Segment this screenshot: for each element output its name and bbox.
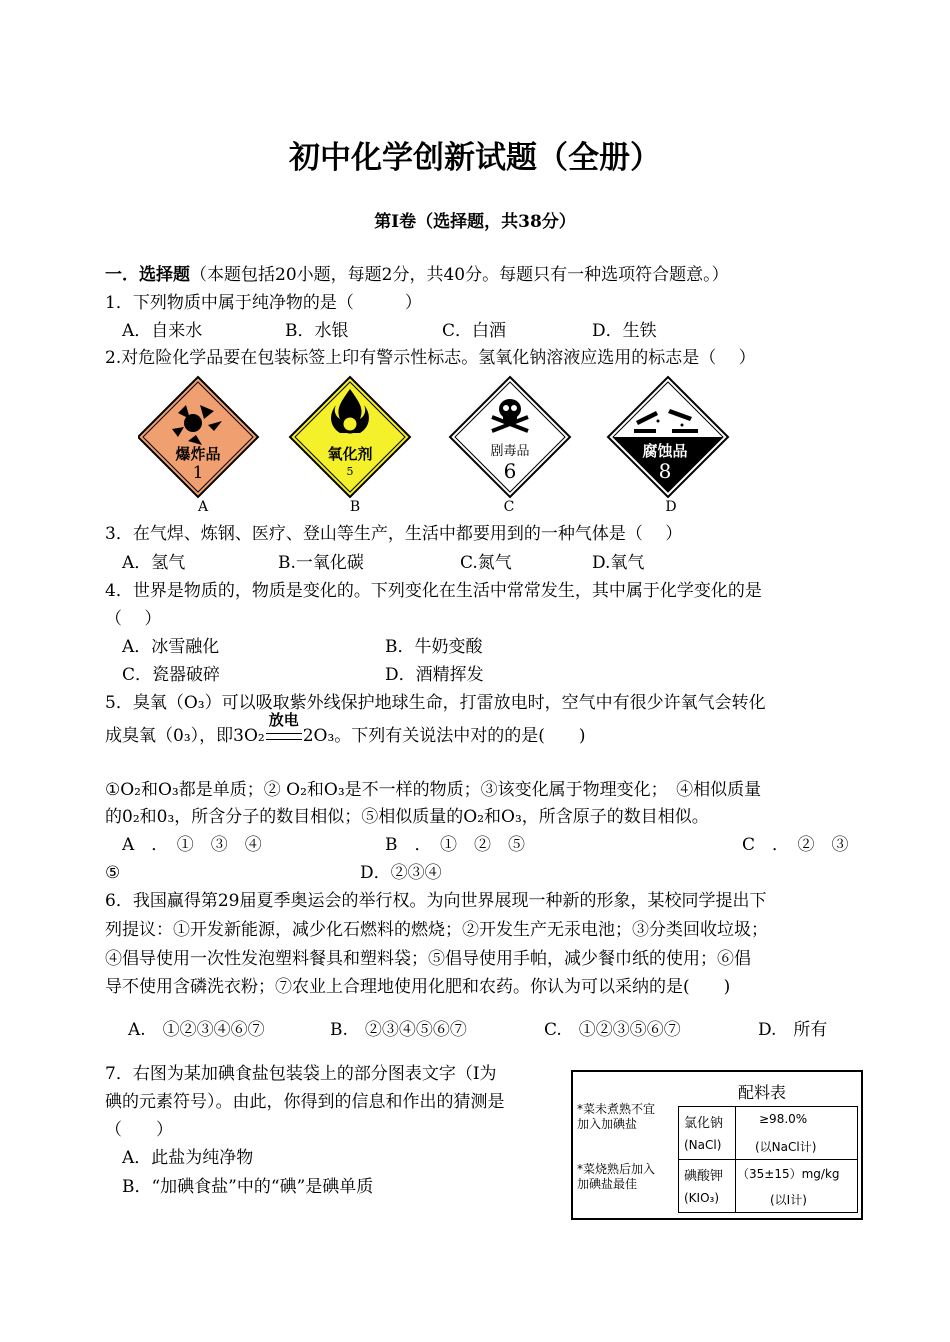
q1-option-a: A．自来水 bbox=[122, 321, 203, 341]
q6-line3: ④倡导使用一次性发泡塑料餐具和塑料袋；⑤倡导使用手帕，减少餐巾纸的使用；⑥倡 bbox=[105, 949, 751, 969]
label-row2-note: (以I计) bbox=[770, 1193, 807, 1207]
q3-option-c: C.氮气 bbox=[460, 553, 512, 573]
sign-c-number: 6 bbox=[503, 459, 517, 483]
label-note2-a: *菜烧熟后加入 bbox=[577, 1162, 656, 1176]
sign-b-number: 5 bbox=[346, 465, 354, 478]
q5-line3: ①O₂和O₃都是单质；② O₂和O₃是不一样的物质；③该变化属于物理变化； ④相似质量 bbox=[105, 780, 762, 800]
q5-line1: 5．臭氧（O₃）可以吸取紫外线保护地球生命，打雷放电时，空气中有很少许氧气会转化 bbox=[105, 693, 766, 713]
q5-line2-pre: 成臭氧（0₃），即 bbox=[105, 726, 234, 746]
section-instructions: （本题包括20小题，每题2分，共40分。每题只有一种选项符合题意。） bbox=[190, 265, 729, 285]
q6-line4: 导不使用含磷洗衣粉；⑦农业上合理地使用化肥和农药。你认为可以采纳的是( ) bbox=[105, 977, 731, 997]
q1-option-b: B．水银 bbox=[285, 321, 349, 341]
q1-stem: 1．下列物质中属于纯净物的是（ ） bbox=[105, 293, 422, 313]
q5-line2 bbox=[105, 711, 586, 747]
label-row2-value: （35±15）mg/kg bbox=[737, 1167, 840, 1181]
q7-line3: （ ） bbox=[105, 1120, 173, 1140]
label-row1-formula: (NaCl) bbox=[684, 1138, 722, 1152]
q1-option-d: D．生铁 bbox=[592, 321, 657, 341]
page-title: 初中化学创新试题（全册） bbox=[289, 140, 661, 176]
section-heading bbox=[105, 264, 729, 286]
equation-left: 3O₂ bbox=[233, 726, 265, 746]
sign-b-letter: B bbox=[349, 499, 361, 515]
sign-d-text: 腐蚀品 bbox=[642, 442, 688, 460]
sign-d-number: 8 bbox=[658, 459, 672, 483]
q6-option-c: C. ①②③⑤⑥⑦ bbox=[544, 1020, 681, 1040]
q3-option-a: A．氢气 bbox=[122, 553, 186, 573]
q6-option-d: D. 所有 bbox=[758, 1020, 828, 1040]
q4-option-a: A．冰雪融化 bbox=[122, 637, 220, 657]
q4-stem-line2: （ ） bbox=[105, 609, 162, 629]
equation-arrow bbox=[266, 711, 302, 747]
equation-condition: 放电 bbox=[268, 711, 299, 729]
q1-option-c: C．白酒 bbox=[442, 321, 507, 341]
sign-c-letter: C bbox=[503, 499, 515, 515]
sign-a-letter: A bbox=[197, 499, 209, 515]
sign-d-letter: D bbox=[665, 499, 677, 515]
ingredient-label-box bbox=[571, 1070, 863, 1220]
q5-line4: 的0₂和0₃，所含分子的数目相似；⑤相似质量的O₂和O₃，所含原子的数目相似。 bbox=[105, 807, 709, 827]
q6-option-a: A. ①②③④⑥⑦ bbox=[128, 1020, 265, 1040]
q7-line1: 7．右图为某加碘食盐包装袋上的部分图表文字（I为 bbox=[105, 1064, 497, 1084]
q3-stem: 3．在气焊、炼钢、医疗、登山等生产，生活中都要用到的一种气体是（ ） bbox=[105, 524, 683, 544]
label-row1-value: ≥98.0% bbox=[759, 1112, 808, 1126]
q3-option-d: D.氧气 bbox=[592, 553, 645, 573]
section-subtitle: 第Ⅰ卷（选择题，共38分） bbox=[374, 212, 576, 232]
q5-line2-post: 。下列有关说法中对的的是( ) bbox=[334, 726, 586, 746]
label-note2-b: 加碘盐最佳 bbox=[577, 1177, 638, 1191]
q4-option-b: B．牛奶变酸 bbox=[385, 637, 483, 657]
sign-b-text: 氧化剂 bbox=[327, 445, 373, 463]
q6-option-b: B. ②③④⑤⑥⑦ bbox=[330, 1020, 467, 1040]
section-heading-label: 一．选择题 bbox=[105, 265, 190, 285]
label-row1-name: 氯化钠 bbox=[684, 1116, 724, 1131]
label-row2-name: 碘酸钾 bbox=[684, 1169, 724, 1184]
q4-stem-line1: 4．世界是物质的，物质是变化的。下列变化在生活中常常发生，其中属于化学变化的是 bbox=[105, 581, 762, 601]
q2-stem: 2.对危险化学品要在包装标签上印有警示性标志。氢氧化钠溶液应选用的标志是（ ） bbox=[105, 348, 756, 368]
q5-option-b: B ． ① ② ⑤ bbox=[385, 835, 525, 855]
q7-option-b: B．“加碘食盐”中的“碘”是碘单质 bbox=[122, 1177, 374, 1197]
sign-c-text: 剧毒品 bbox=[490, 444, 530, 459]
label-row2-formula: (KIO₃) bbox=[684, 1191, 720, 1205]
sign-a-text: 爆炸品 bbox=[175, 445, 221, 463]
q5-option-a: A ． ① ③ ④ bbox=[122, 835, 262, 855]
sign-a-number: 1 bbox=[192, 463, 204, 483]
q4-option-d: D．酒精挥发 bbox=[385, 665, 484, 685]
q7-option-a: A．此盐为纯净物 bbox=[122, 1148, 254, 1168]
q6-line1: 6．我国赢得第29届夏季奥运会的举行权。为向世界展现一种新的形象，某校同学提出下 bbox=[105, 891, 767, 911]
label-note1-a: *菜未煮熟不宜 bbox=[577, 1102, 656, 1116]
q5-option-c: C ． ② ③ bbox=[742, 835, 849, 855]
label-box-title: 配料表 bbox=[738, 1083, 787, 1102]
q4-option-c: C．瓷器破碎 bbox=[122, 665, 221, 685]
q6-line2: 列提议：①开发新能源，减少化石燃料的燃烧；②开发生产无汞电池；③分类回收垃圾； bbox=[105, 920, 768, 940]
label-note1-b: 加入加碘盐 bbox=[577, 1117, 638, 1131]
equation-right: 2O₃ bbox=[302, 726, 335, 746]
oxidizer-sign-icon bbox=[290, 377, 410, 497]
label-row1-note: (以NaCl计) bbox=[755, 1140, 817, 1154]
q5-option-d: D．②③④ bbox=[360, 863, 442, 883]
q5-option-c-cont: ⑤ bbox=[105, 863, 121, 883]
q7-line2: 碘的元素符号）。由此，你得到的信息和作出的猜测是 bbox=[105, 1092, 505, 1112]
q3-option-b: B.一氧化碳 bbox=[278, 553, 364, 573]
